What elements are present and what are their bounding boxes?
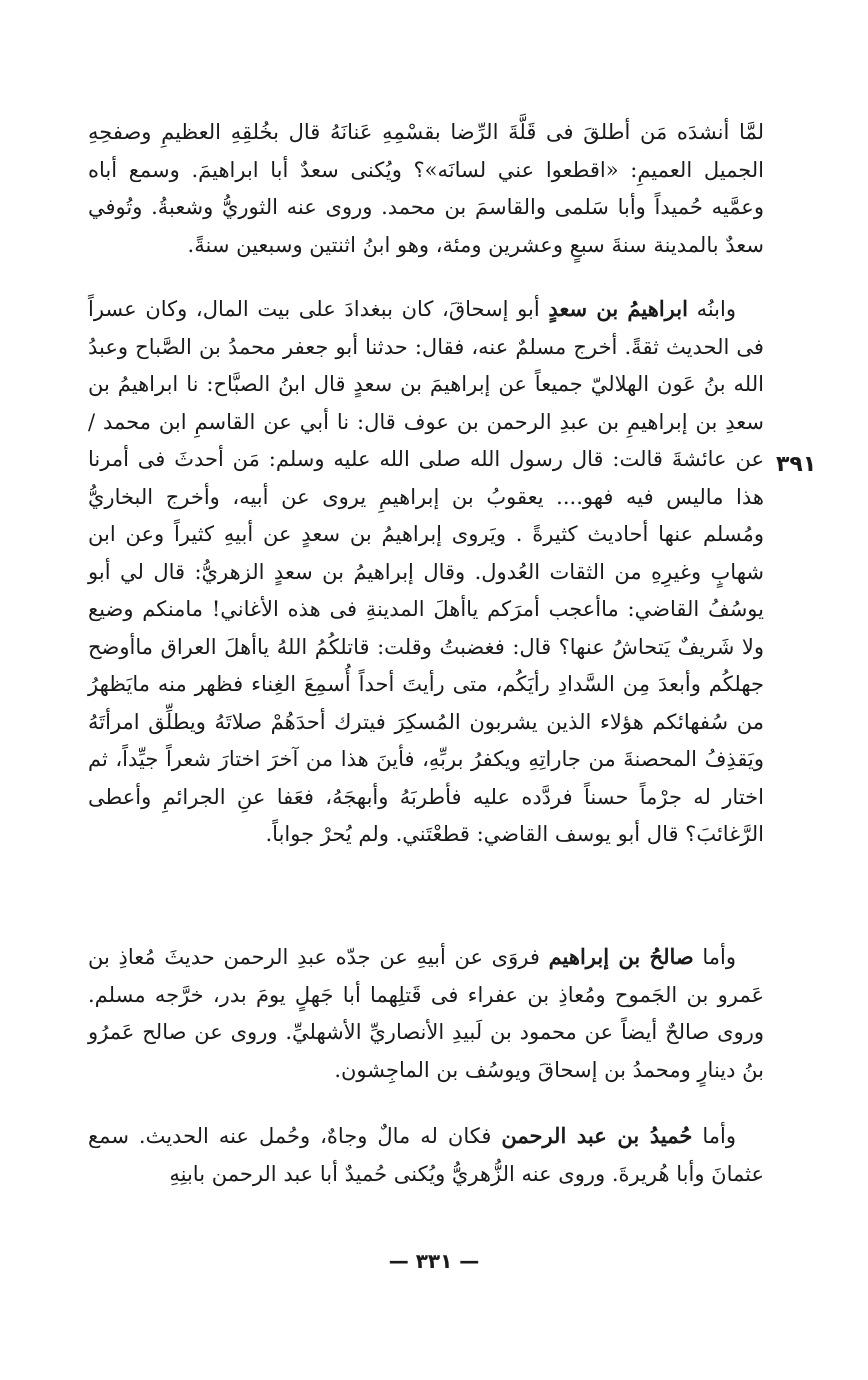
margin-page-reference: ٣٩١ [776,452,817,477]
paragraph-2 [88,290,764,854]
lead-prefix: وابنُه [687,297,736,321]
lead-prefix: وأما [692,1124,736,1148]
line: سمع عثمانَ وأبا هُريرةَ. وروى عنه الزُّهريُّ ويُكنى حُميدٌ أبا عبد الرحمن بابنِهِ [88,1124,764,1186]
line: فأطربَهُ وأبهجَهُ، فعَفا عنِ الجرائمِ وأعطى الرَّغائبَ؟ قال أبو يوسف القاضي: [88,784,764,846]
line: عَمرُو بنُ دينارٍ ومحمدُ بن إسحاقَ ويوسُف بن الماجِشون. [88,1020,764,1082]
paragraph-4-body [88,1117,764,1193]
line: أحداً أُسمِعَ الغِناء فظهر منه مايَظهرُ من سُفهائكم هؤلاء الذين يشربون المُسكِرَ [88,672,764,734]
paragraph-2-body [88,290,764,854]
line: فأينَ هذا من آخرَ اختارَ شعراً جيِّداً، ثم اختار له جرْماً حسناً فردَّده عليه [88,747,764,809]
line: سنةَ سبعٍ وعشرين ومئة، وهو ابنُ اثنتين وسبعين سنةً. [187,232,647,257]
line: نا ابراهيمُ بن سعدِ بن إبراهيمِ بن عبدِ الرحمن بن عوف قال: نا أبي عن القاسمِ [88,372,764,434]
lead-prefix: وأما [693,945,737,969]
line: فيترك أحدَهُمْ صلاتَهُ ويطلِّق امرأتَهُ ويَقذِفُ المحصنةَ من جاراتِهِ ويكفرُ بربِّهِ، [88,709,764,771]
paragraph-3 [88,938,764,1089]
line: الزهريُّ: قال لي أبو يوسُفُ القاضي: ماأعجب أمرَكم ياأهلَ المدينةِ فى هذه [88,559,764,621]
line: فروَى عن أبيهِ عن جدّه عبدِ الرحمن حديثَ مُعاذِ بن [88,945,540,969]
paragraph-3-body [88,938,764,1089]
person-name: صالحُ بن إبراهيم [548,944,694,969]
page-number: — ٣٣١ — [388,1249,480,1273]
line: الصَّباح وعبدُ الله بنُ عَون الهلاليّ جميعاً عن إبراهيمَ بن سعدٍ قال ابنُ الصبَّاح: [88,334,764,396]
paragraph-1-body [88,114,764,264]
line: الأغاني! مامنكم وضيع ولا شَريفٌ يَتحاشُ عنها؟ قال: فغضبتُ وقلت: [88,597,764,659]
line: ابن محمد / عن عائشةَ قالت: قال رسول الله صلى الله عليه وسلم: مَن أحدثَ [88,409,764,471]
paragraph-1 [88,114,764,264]
line: قاتلكُمُ اللهُ ياأهلَ العراق ماأوضح جهلكُم وأبعدَ مِن السَّدادِ رأيَكُم، متى رأيتَ [88,634,764,696]
line: أبو إسحاقَ، كان ببغدادَ على بيت المال، وكان [145,297,540,321]
line: وأبا سَلمى والقاسمَ بن محمد. وروى عنه الثوريُّ وشعبةُ. وتُوفي سعدٌ بالمدينة [88,195,764,257]
line: فكان له مالٌ وجاهٌ، وحُمل عنه الحديث. [138,1124,492,1148]
line: كثيراً وعن ابن شهابٍ وغيرِهِ من الثقات العُدول. وقال إبراهيمُ بن سعدٍ [88,522,764,584]
line: قطعْتَني. ولم يُحرْ جواباً. [265,822,470,846]
line: عَمرو بن الجَموح ومُعاذِ بن عفراء فى قَتلِهما أبا جَهلٍ يومَ بدر، خرَّجه مسلم. [88,982,764,1007]
person-name: حُميدُ بن عبد الرحمن [501,1123,693,1148]
line: البخاريُّ ومُسلم عنها أحاديث كثيرةً . ويَروى إبراهيمُ بن سعدٍ عن أبيهِ [88,484,764,546]
paragraph-4 [88,1117,764,1193]
line: وروى صالحٌ أيضاً عن محمود بن لَبيدِ الأنصاريِّ الأشهليِّ. وروى عن صالح [142,1020,764,1044]
line: لمَّا أنشدَه مَن أطلقَ فى قَلَّةَ الرِّضا بقسْمِهِ عَنانَهُ قال بخُلقِهِ العظيمِ وصفحِهِ الجميل [88,120,764,182]
line: عسراً فى الحديث ثقةً. أخرج مسلمٌ عنه، فقال: حدثنا أبو جعفر محمدُ بن [88,297,764,359]
line: فى أمرنا هذا ماليس فيه فهو.... يعقوبُ بن إبراهيمِ يروى عن أبيه، وأخرج [88,447,764,509]
person-name: ابراهيمُ بن سعدٍ [548,296,688,321]
line: العميمِ: «اقطعوا عني لسانَه»؟ ويُكنى سعدٌ أبا ابراهيمَ. وسمع أباه وعمَّيه حُميداً [88,157,764,219]
